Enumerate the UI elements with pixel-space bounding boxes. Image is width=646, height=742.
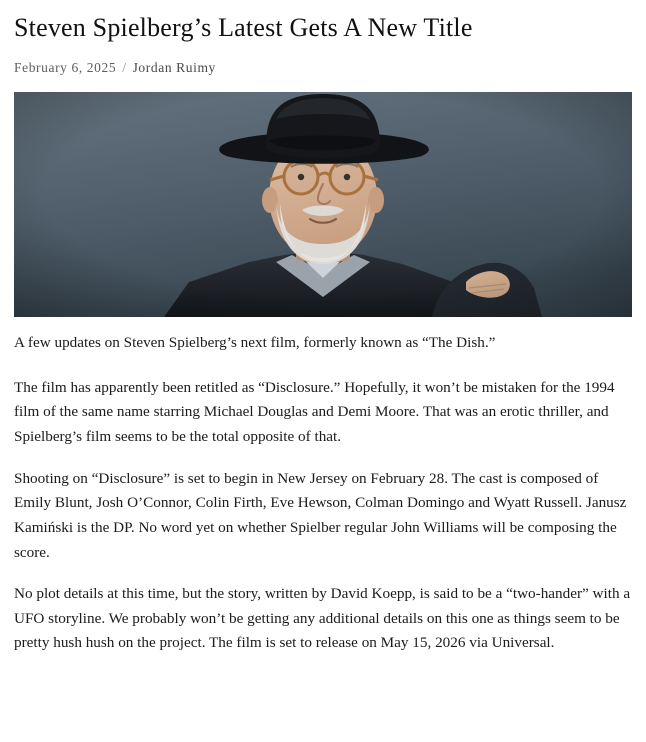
article-paragraph: The film has apparently been retitled as “Disclosure.” Hopefully, it won’t be mistaken for the 1994 film of the same name starring Michael Douglas and Demi Moore. That was an erotic thriller, and Spielberg’s film seems to be the total opposite of that. — [14, 378, 615, 446]
article-meta — [14, 60, 632, 76]
article-body — [14, 331, 632, 656]
page-title: Steven Spielberg’s Latest Gets A New Title — [14, 13, 473, 42]
article-page — [0, 12, 646, 742]
hero-image-graphic — [14, 92, 632, 317]
hero-image — [14, 92, 632, 317]
article-paragraph: No plot details at this time, but the story, written by David Koepp, is said to be a “two-hander” with a UFO storyline. We probably won’t be getting any additional details on this one as things seem to be pretty hush hush on the project. The film is set to release on May 15, 2026 via Universal. — [14, 585, 631, 652]
meta-separator: / — [122, 60, 127, 76]
publish-date: February 6, 2025 — [14, 60, 117, 76]
article-author[interactable]: Jordan Ruimy — [132, 60, 216, 76]
article-paragraph: A few updates on Steven Spielberg’s next film, formerly known as “The Dish.” — [14, 334, 496, 352]
article-paragraph: Shooting on “Disclosure” is set to begin in New Jersey on February 28. The cast is composed of Emily Blunt, Josh O’Connor, Colin Firth, Eve Hewson, Colman Domingo and Wyatt Russell. Janusz Kamiński is the DP. No word yet on whether Spielber regular John Williams will be composing the score. — [14, 469, 627, 561]
